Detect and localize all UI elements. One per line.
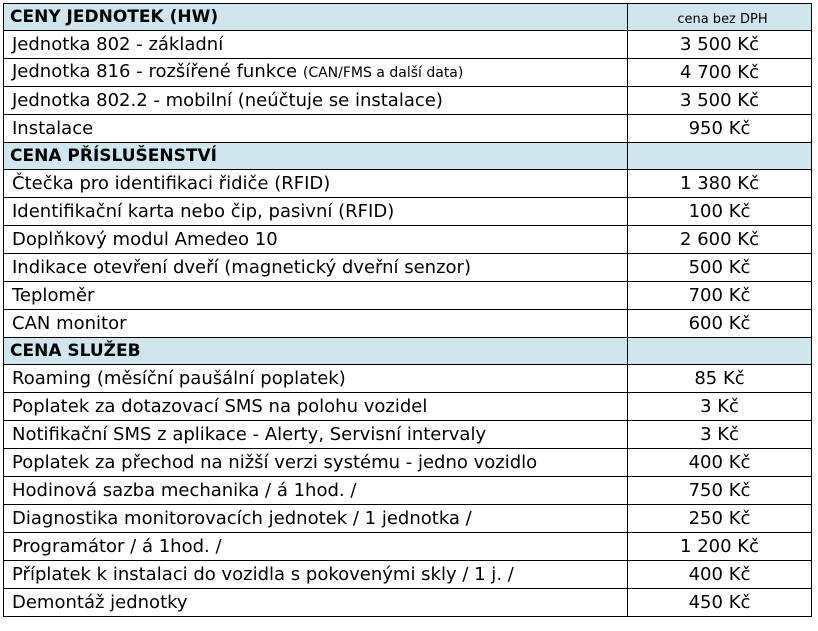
item-label: Poplatek za přechod na nižší verzi systému - jedno vozidlo (4, 449, 628, 477)
item-label: Hodinová sazba mechanika / á 1hod. / (4, 477, 628, 505)
section-title: CENA PŘÍSLUŠENSTVÍ (4, 143, 628, 170)
item-price: 600 Kč (628, 310, 812, 338)
table-row (4, 115, 812, 143)
item-label: CAN monitor (4, 310, 628, 338)
item-price: 100 Kč (628, 198, 812, 226)
table-row (4, 365, 812, 393)
item-label: Doplňkový modul Amedeo 10 (4, 226, 628, 254)
table-row (4, 505, 812, 533)
item-price: 85 Kč (628, 365, 812, 393)
table-row (4, 254, 812, 282)
section-header-services (4, 338, 812, 365)
item-label: Instalace (4, 115, 628, 143)
column-note: cena bez DPH (628, 4, 812, 31)
item-price: 400 Kč (628, 449, 812, 477)
price-table (3, 3, 812, 617)
item-label: Notifikační SMS z aplikace - Alerty, Servisní intervaly (4, 421, 628, 449)
section-header-spacer (628, 338, 812, 365)
table-row (4, 282, 812, 310)
item-price: 400 Kč (628, 561, 812, 589)
item-price: 950 Kč (628, 115, 812, 143)
item-price: 1 200 Kč (628, 533, 812, 561)
table-row (4, 310, 812, 338)
table-row (4, 561, 812, 589)
item-label: Poplatek za dotazovací SMS na polohu vozidel (4, 393, 628, 421)
item-label: Identifikační karta nebo čip, pasivní (RFID) (4, 198, 628, 226)
table-row (4, 421, 812, 449)
item-note: (CAN/FMS a další data) (302, 65, 464, 81)
table-row (4, 226, 812, 254)
item-label: Programátor / á 1hod. / (4, 533, 628, 561)
item-price: 3 Kč (628, 393, 812, 421)
item-label: Teploměr (4, 282, 628, 310)
item-price: 3 500 Kč (628, 87, 812, 115)
item-price: 3 500 Kč (628, 31, 812, 59)
item-price: 750 Kč (628, 477, 812, 505)
item-price: 4 700 Kč (628, 59, 812, 87)
table-row (4, 589, 812, 617)
table-row (4, 59, 812, 87)
item-label: Indikace otevření dveří (magnetický dveřní senzor) (4, 254, 628, 282)
table-row (4, 31, 812, 59)
item-price: 250 Kč (628, 505, 812, 533)
section-header-spacer (628, 143, 812, 170)
item-price: 1 380 Kč (628, 170, 812, 198)
item-label: Demontáž jednotky (4, 589, 628, 617)
table-row (4, 393, 812, 421)
table-row (4, 170, 812, 198)
item-price: 2 600 Kč (628, 226, 812, 254)
table-row (4, 198, 812, 226)
section-header-hw (4, 4, 812, 31)
section-title: CENY JEDNOTEK (HW) (4, 4, 628, 31)
item-price: 500 Kč (628, 254, 812, 282)
section-title: CENA SLUŽEB (4, 338, 628, 365)
item-price: 3 Kč (628, 421, 812, 449)
item-label: Jednotka 802.2 - mobilní (neúčtuje se instalace) (4, 87, 628, 115)
item-label: Čtečka pro identifikaci řidiče (RFID) (4, 170, 628, 198)
table-row (4, 533, 812, 561)
table-row (4, 87, 812, 115)
item-label: Jednotka 816 - rozšířené funkce (12, 61, 298, 82)
table-row (4, 477, 812, 505)
item-label-cell (4, 59, 628, 87)
item-price: 450 Kč (628, 589, 812, 617)
section-header-accessories (4, 143, 812, 170)
item-label: Diagnostika monitorovacích jednotek / 1 jednotka / (4, 505, 628, 533)
table-row (4, 449, 812, 477)
item-label: Jednotka 802 - základní (4, 31, 628, 59)
item-label: Příplatek k instalaci do vozidla s pokovenými skly / 1 j. / (4, 561, 628, 589)
item-price: 700 Kč (628, 282, 812, 310)
item-label: Roaming (měsíční paušální poplatek) (4, 365, 628, 393)
